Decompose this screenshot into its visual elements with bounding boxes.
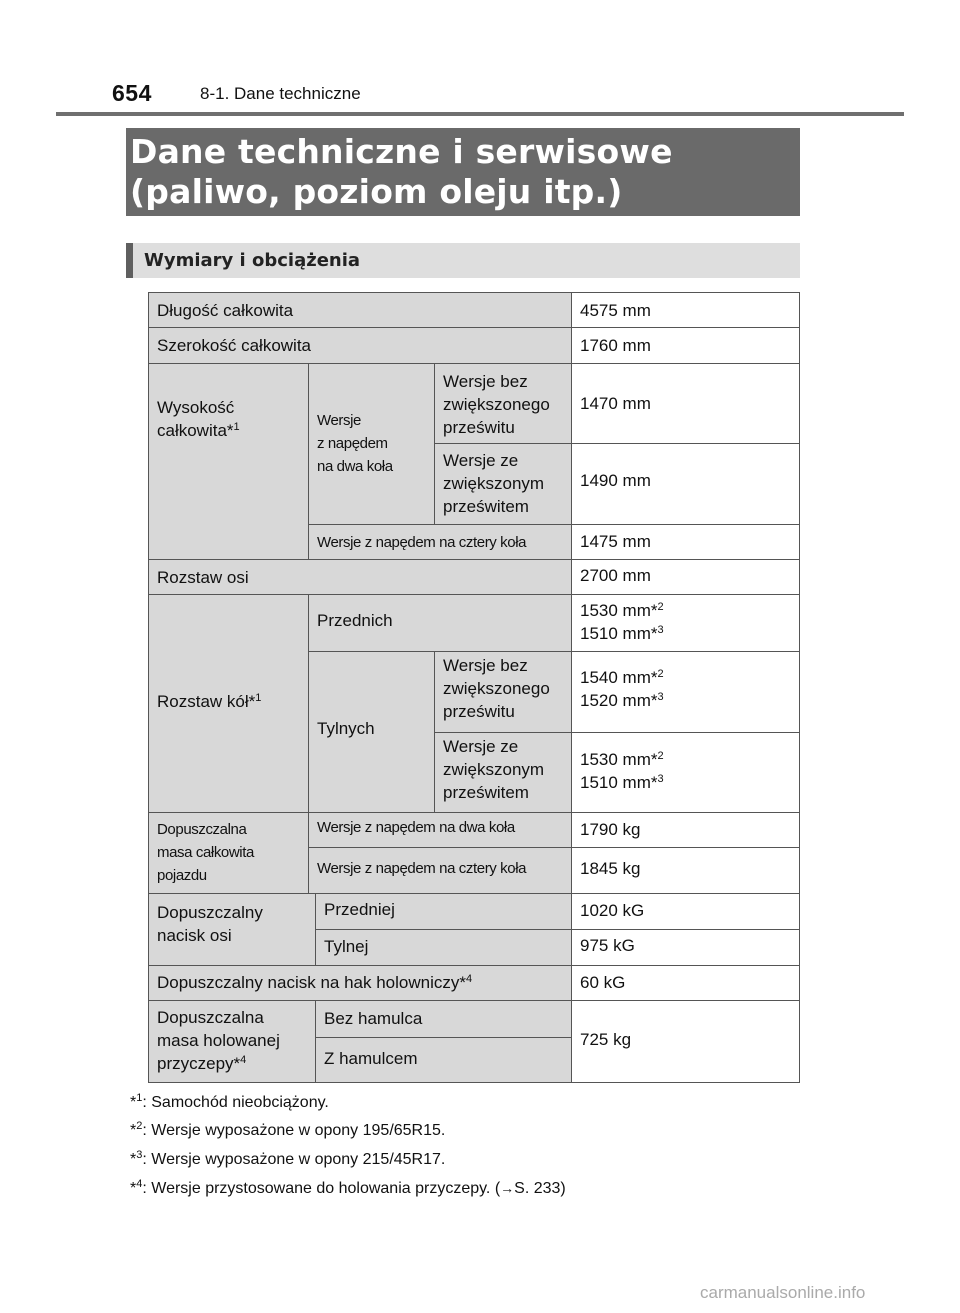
gvm-2wd-value: 1790 kg <box>580 820 641 839</box>
title-line-1: Dane techniczne i serwisowe <box>130 132 673 171</box>
gvm-4wd-value: 1845 kg <box>580 859 641 878</box>
axle-front-label-cell <box>315 893 572 930</box>
tow-value: 725 kg <box>580 1030 632 1049</box>
track-clearance-line-1: Wersje ze <box>443 737 519 756</box>
wheelbase-label: Rozstaw osi <box>157 568 249 587</box>
clearance-line-1: Wersje ze <box>443 451 519 470</box>
axle-rear-value: 975 kG <box>580 936 635 955</box>
track-no-clearance-line-3: prześwitu <box>443 702 515 721</box>
length-label: Długość całkowita <box>157 301 294 320</box>
tow-value-cell <box>571 1000 800 1083</box>
title-line-2: (paliwo, poziom oleju itp.) <box>130 172 623 211</box>
height-label-line-1: Wysokość <box>157 398 235 417</box>
track-front-value-cell <box>571 594 800 652</box>
height-2wd-raised-value: 1490 mm <box>580 471 651 490</box>
tow-line-3: przyczepy*$^4$ <box>157 1054 247 1073</box>
section-reference: 8-1. Dane techniczne <box>200 84 361 103</box>
height-4wd-label-cell <box>308 524 572 560</box>
watermark: carmanualsonline.info <box>700 1283 866 1302</box>
length-value-cell <box>571 292 800 328</box>
gvm-4wd-value-cell <box>571 847 800 894</box>
footnote-3: *$^3$: Wersje wyposażone w opony 215/45R17. <box>130 1149 446 1168</box>
axle-line-1: Dopuszczalny <box>157 903 263 922</box>
track-no-clearance-line-1: Wersje bez <box>443 656 528 675</box>
axle-rear-label: Tylnej <box>324 937 369 956</box>
no-clearance-line-2: zwiększonego <box>443 395 550 414</box>
arrow-right-icon: → <box>500 1180 515 1196</box>
axle-load-label-cell <box>148 893 316 966</box>
track-rear-label: Tylnych <box>317 719 375 738</box>
clearance-line-3: prześwitem <box>443 497 529 516</box>
tow-label-cell <box>148 1000 316 1083</box>
section-subheading <box>126 243 800 278</box>
gvm-label-cell <box>148 812 309 894</box>
track-front-label-cell <box>308 594 572 652</box>
subheading-text: Wymiary i obciążenia <box>144 250 361 271</box>
track-rear-raised-clearance-cell <box>434 732 572 813</box>
gvm-4wd-label-cell <box>308 847 572 894</box>
footnote-4: *$^4$: Wersje przystosowane do holowania przyczepy. (→S. 233) <box>130 1178 566 1197</box>
track-front-value-1: 1530 mm*$^2$ <box>580 601 664 620</box>
length-value: 4575 mm <box>580 301 651 320</box>
track-front-label: Przednich <box>317 611 393 630</box>
gvm-2wd-label-cell <box>308 812 572 848</box>
height-label-cell <box>148 363 309 560</box>
height-2wd-std-value: 1470 mm <box>580 394 651 413</box>
track-rear-label-cell <box>308 651 435 813</box>
axle-rear-label-cell <box>315 929 572 966</box>
height-std-clearance-cell <box>434 363 572 444</box>
subheading-accent-bar <box>126 243 133 278</box>
gvm-2wd-label: Wersje z napędem na dwa koła <box>317 819 515 836</box>
length-label-cell <box>148 292 572 328</box>
track-clearance-line-3: prześwitem <box>443 783 529 802</box>
gvm-line-3: pojazdu <box>157 867 207 884</box>
tow-nobrake-label: Bez hamulca <box>324 1009 423 1028</box>
tow-nobrake-label-cell <box>315 1000 572 1038</box>
track-label: Rozstaw kół*$^1$ <box>157 692 262 711</box>
track-clearance-line-2: zwiększonym <box>443 760 545 779</box>
hitch-value-cell <box>571 965 800 1001</box>
tow-brake-label: Z hamulcem <box>324 1049 418 1068</box>
track-rear-raised-value-cell <box>571 732 800 813</box>
hitch-label: Dopuszczalny nacisk na hak holowniczy*$^4$ <box>157 973 473 992</box>
height-2wd-raised-value-cell <box>571 443 800 525</box>
header-divider <box>56 112 904 116</box>
track-rear-std-value-cell <box>571 651 800 733</box>
wheelbase-value: 2700 mm <box>580 566 651 585</box>
tow-line-1: Dopuszczalna <box>157 1008 264 1027</box>
width-value: 1760 mm <box>580 336 651 355</box>
gvm-2wd-value-cell <box>571 812 800 848</box>
track-rear-std-clearance-cell <box>434 651 572 733</box>
twowd-line-3: na dwa koła <box>317 458 393 475</box>
page-number: 654 <box>112 80 152 106</box>
axle-front-label: Przedniej <box>324 900 395 919</box>
no-clearance-line-3: prześwitu <box>443 418 515 437</box>
page-header <box>0 0 960 120</box>
page-reference-link[interactable]: S. 233) <box>514 1180 566 1197</box>
track-rear-std-value-1: 1540 mm*$^2$ <box>580 668 664 687</box>
tow-line-2: masa holowanej <box>157 1031 280 1050</box>
gvm-4wd-label: Wersje z napędem na cztery koła <box>317 860 527 877</box>
tow-brake-label-cell <box>315 1037 572 1083</box>
hitch-label-cell <box>148 965 572 1001</box>
height-4wd-value: 1475 mm <box>580 532 651 551</box>
height-4wd-value-cell <box>571 524 800 560</box>
width-value-cell <box>571 327 800 364</box>
track-rear-raised-value-2: 1510 mm*$^3$ <box>580 773 664 792</box>
track-label-cell <box>148 594 309 813</box>
axle-front-value: 1020 kG <box>580 901 645 920</box>
wheelbase-label-cell <box>148 559 572 595</box>
footnote-1: *$^1$: Samochód nieobciążony. <box>130 1092 329 1111</box>
height-4wd-label: Wersje z napędem na cztery koła <box>317 534 527 551</box>
axle-line-2: nacisk osi <box>157 926 232 945</box>
width-label-cell <box>148 327 572 364</box>
width-label: Szerokość całkowita <box>157 336 312 355</box>
height-2wd-std-value-cell <box>571 363 800 444</box>
footnote-2: *$^2$: Wersje wyposażone w opony 195/65R15. <box>130 1120 446 1139</box>
hitch-value: 60 kG <box>580 973 626 992</box>
gvm-line-1: Dopuszczalna <box>157 821 247 838</box>
track-front-value-2: 1510 mm*$^3$ <box>580 624 664 643</box>
axle-rear-value-cell <box>571 929 800 966</box>
no-clearance-line-1: Wersje bez <box>443 372 528 391</box>
height-raised-clearance-cell <box>434 443 572 525</box>
twowd-line-1: Wersje <box>317 412 361 429</box>
track-rear-raised-value-1: 1530 mm*$^2$ <box>580 750 664 769</box>
gvm-line-2: masa całkowita <box>157 844 254 861</box>
height-2wd-cell <box>308 363 435 525</box>
wheelbase-value-cell <box>571 559 800 595</box>
track-rear-std-value-2: 1520 mm*$^3$ <box>580 691 664 710</box>
twowd-line-2: z napędem <box>317 435 388 452</box>
height-label-line-2: całkowita*$^1$ <box>157 421 240 440</box>
page-title <box>126 128 800 216</box>
clearance-line-2: zwiększonym <box>443 474 545 493</box>
axle-front-value-cell <box>571 893 800 930</box>
track-no-clearance-line-2: zwiększonego <box>443 679 550 698</box>
